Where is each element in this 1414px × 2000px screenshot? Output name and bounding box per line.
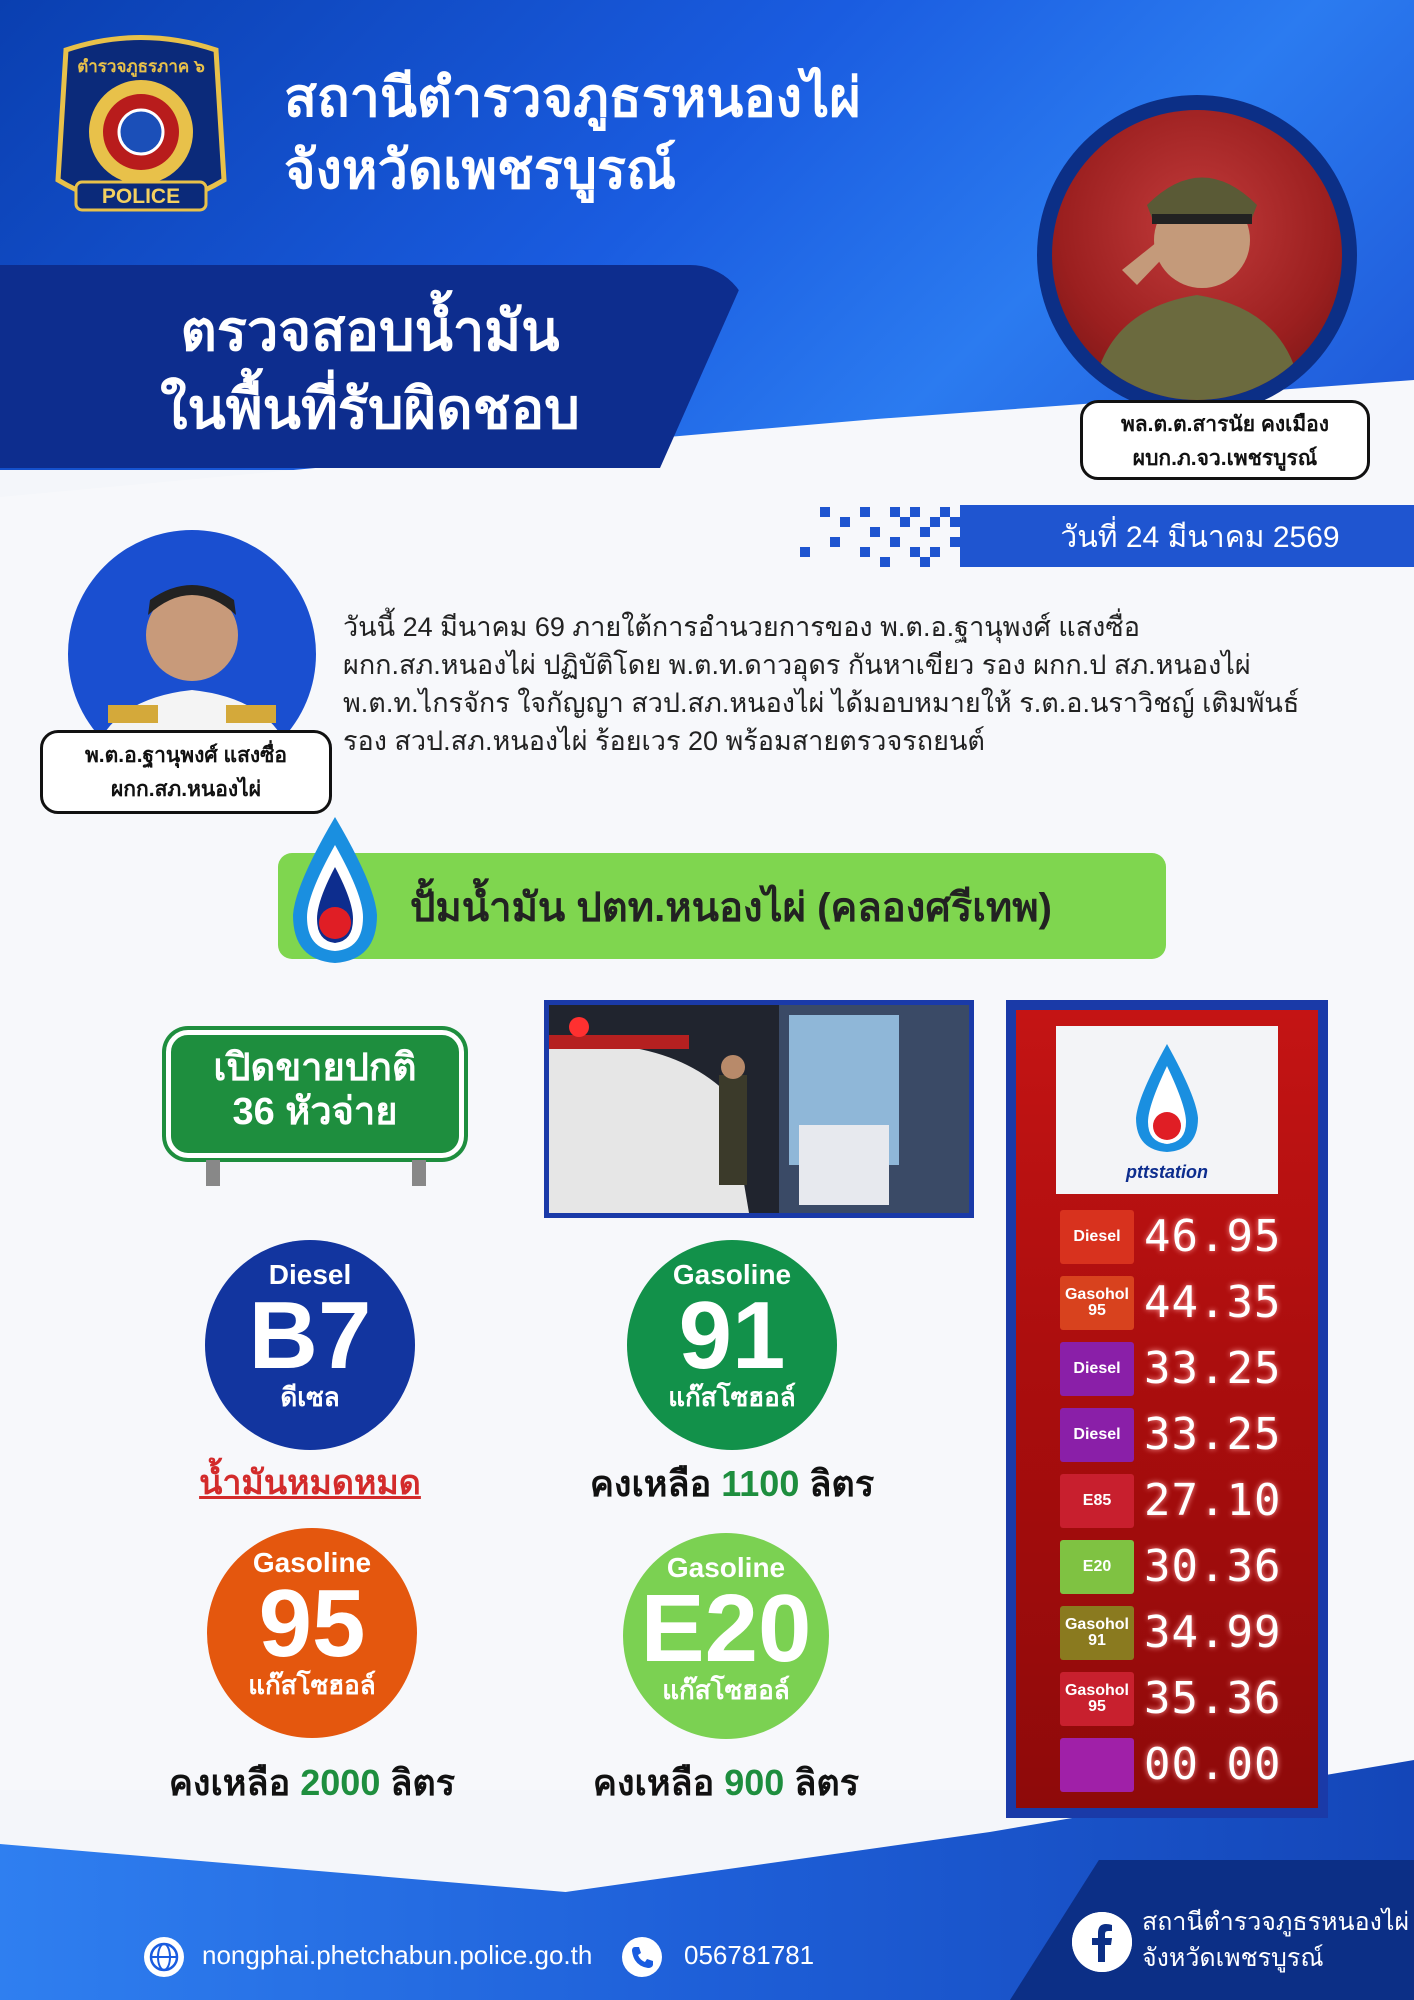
- fuel-circle-b7: [205, 1240, 415, 1450]
- logo-text-top: ตำรวจภูธรภาค ๖: [77, 57, 205, 76]
- report-paragraph: [343, 608, 1403, 760]
- superintendent-namecard: [40, 730, 332, 814]
- station-title-line1: สถานีตำรวจภูธรหนองไผ่: [284, 68, 861, 128]
- station-title-line2: จังหวัดเพชรบูรณ์: [284, 140, 677, 200]
- station-banner-title: ปั้มน้ำมัน ปตท.หนองไผ่ (คลองศรีเทพ): [410, 886, 1052, 930]
- stock-remaining: [536, 1754, 916, 1811]
- fuel-name: แก๊สโซฮอล์: [248, 1670, 376, 1700]
- price-row: [1060, 1472, 1310, 1530]
- fuel-type-badge: E20: [1060, 1540, 1134, 1594]
- police-logo: [46, 30, 236, 220]
- headline: [70, 292, 670, 448]
- facebook-line1: สถานีตำรวจภูธรหนองไผ่: [1142, 1908, 1410, 1936]
- price-board: [1006, 1000, 1328, 1818]
- report-line: วันนี้ 24 มีนาคม 69 ภายใต้การอำนวยการของ พ.ต.อ.ฐานุพงศ์ แสงซื่อ: [343, 612, 1140, 642]
- price-value: 34.99: [1144, 1607, 1282, 1658]
- price-value: 44.35: [1144, 1277, 1282, 1328]
- price-row: [1060, 1604, 1310, 1662]
- fuel-type-badge: Diesel: [1060, 1342, 1134, 1396]
- fuel-type-label: Gasoline: [666, 1552, 786, 1583]
- stock-prefix: คงเหลือ: [589, 1463, 712, 1504]
- phone-number[interactable]: 056781781: [684, 1940, 815, 1970]
- report-line: พ.ต.ท.ไกรจักร ใจกัญญา สวป.สภ.หนองไผ่ ได้มอบหมายให้ ร.ต.อ.นราวิชญ์ เติมพันธ์: [343, 688, 1300, 718]
- fuel-type-badge: E85: [1060, 1474, 1134, 1528]
- stock-unit: ลิตร: [390, 1762, 456, 1803]
- open-sign-line2: 36 หัวจ่าย: [232, 1091, 398, 1133]
- commander-photo: [1052, 110, 1342, 400]
- fuel-grade: 91: [678, 1282, 786, 1389]
- fuel-type-label: Gasoline: [252, 1547, 372, 1578]
- price-value: 33.25: [1144, 1409, 1282, 1460]
- fuel-type-badge: Diesel: [1060, 1408, 1134, 1462]
- price-value: 46.95: [1144, 1211, 1282, 1262]
- superintendent-position: ผกก.สภ.หนองไผ่: [111, 778, 261, 801]
- facebook-icon[interactable]: [1072, 1912, 1132, 1972]
- price-value: 00.00: [1144, 1739, 1282, 1790]
- ptt-station-brand: pttstation: [1126, 1162, 1208, 1182]
- ptt-station-sign: [1056, 1026, 1278, 1194]
- fuel-type-badge: Gasohol 95: [1060, 1672, 1134, 1726]
- commander-namecard: [1080, 400, 1370, 480]
- price-row: [1060, 1208, 1310, 1266]
- headline-line2: ในพื้นที่รับผิดชอบ: [160, 377, 580, 440]
- globe-icon: [144, 1937, 184, 1977]
- fuel-grade: E20: [640, 1575, 812, 1682]
- facebook-page-name[interactable]: [1142, 1904, 1409, 1976]
- stock-prefix: คงเหลือ: [592, 1762, 715, 1803]
- price-value: 35.36: [1144, 1673, 1282, 1724]
- stock-remaining: [542, 1455, 922, 1512]
- price-value: 33.25: [1144, 1343, 1282, 1394]
- price-board-panel: [1016, 1010, 1318, 1808]
- price-row: [1060, 1670, 1310, 1728]
- commander-position: ผบก.ภ.จว.เพชรบูรณ์: [1132, 447, 1318, 470]
- open-sign-text: [166, 1046, 464, 1134]
- fuel-circle-91: [627, 1240, 837, 1450]
- open-sign-line1: เปิดขายปกติ: [213, 1047, 417, 1089]
- headline-line1: ตรวจสอบน้ำมัน: [180, 299, 560, 362]
- price-row: [1060, 1538, 1310, 1596]
- price-value: 27.10: [1144, 1475, 1282, 1526]
- fuel-circle-e20: [623, 1533, 829, 1739]
- fuel-type-badge: [1060, 1738, 1134, 1792]
- inspection-photo: [544, 1000, 974, 1218]
- fuel-type-badge: Diesel: [1060, 1210, 1134, 1264]
- station-title: [284, 62, 861, 206]
- stock-unit: ลิตร: [794, 1762, 860, 1803]
- fuel-type-label: Diesel: [268, 1259, 352, 1290]
- date-label: วันที่ 24 มีนาคม 2569: [1060, 521, 1340, 554]
- out-of-stock-label: น้ำมันหมดหมด: [199, 1464, 421, 1502]
- phone-icon: [622, 1937, 662, 1977]
- logo-text-bottom: POLICE: [101, 185, 181, 208]
- fuel-grade: B7: [248, 1282, 372, 1389]
- facebook-line2: จังหวัดเพชรบูรณ์: [1142, 1944, 1324, 1972]
- ptt-drop-icon: [285, 815, 385, 965]
- stock-prefix: คงเหลือ: [168, 1762, 291, 1803]
- website-link[interactable]: nongphai.phetchabun.police.go.th: [202, 1940, 593, 1970]
- price-row: [1060, 1340, 1310, 1398]
- stock-remaining: [122, 1754, 502, 1811]
- stock-liters: 2000: [300, 1762, 381, 1803]
- price-value: 30.36: [1144, 1541, 1282, 1592]
- report-line: รอง สวป.สภ.หนองไผ่ ร้อยเวร 20 พร้อมสายตรวจรถยนต์: [343, 726, 985, 756]
- stock-liters: 900: [724, 1762, 785, 1803]
- fuel-grade: 95: [258, 1570, 366, 1677]
- fuel-name: ดีเซล: [280, 1382, 340, 1412]
- stock-liters: 1100: [721, 1463, 800, 1504]
- superintendent-name: พ.ต.อ.ฐานุพงศ์ แสงซื่อ: [84, 744, 288, 767]
- fuel-type-badge: Gasohol 95: [1060, 1276, 1134, 1330]
- fuel-type-badge: Gasohol 91: [1060, 1606, 1134, 1660]
- fuel-type-label: Gasoline: [672, 1259, 792, 1290]
- pixel-decoration: [800, 503, 970, 569]
- price-row: [1060, 1406, 1310, 1464]
- sign-post: [412, 1160, 426, 1186]
- report-line: ผกก.สภ.หนองไผ่ ปฏิบัติโดย พ.ต.ท.ดาวอุดร กันหาเขียว รอง ผกก.ป สภ.หนองไผ่: [343, 650, 1251, 680]
- price-row: [1060, 1736, 1310, 1794]
- stock-unit: ลิตร: [809, 1463, 875, 1504]
- fuel-name: แก๊สโซฮอล์: [662, 1675, 790, 1705]
- fuel-circle-95: [207, 1528, 417, 1738]
- sign-post: [206, 1160, 220, 1186]
- commander-name: พล.ต.ต.สารนัย คงเมือง: [1120, 413, 1330, 436]
- price-row: [1060, 1274, 1310, 1332]
- fuel-name: แก๊สโซฮอล์: [668, 1382, 796, 1412]
